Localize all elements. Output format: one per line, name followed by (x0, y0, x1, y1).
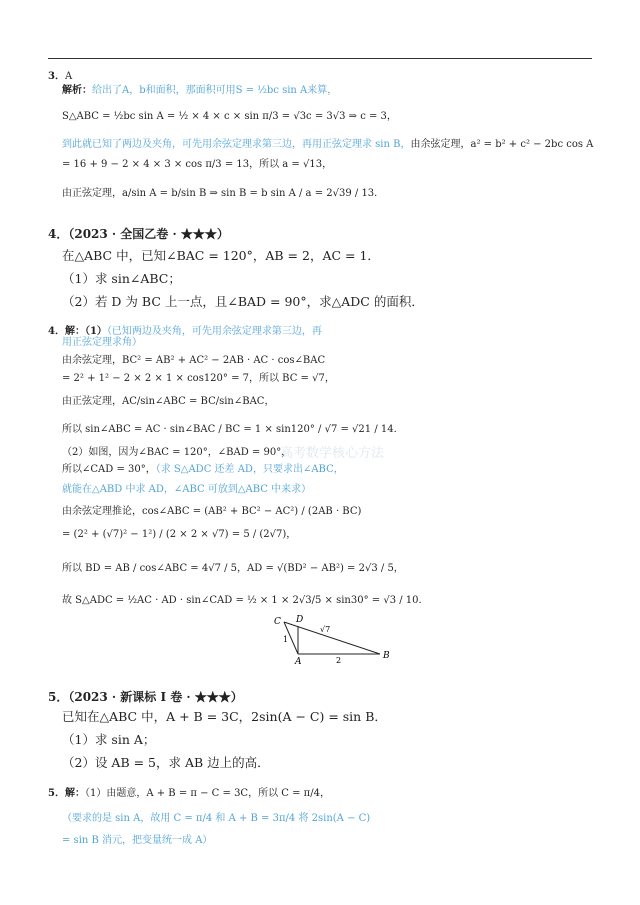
p3-hint-2: 到此就已知了两边及夹角，可先用余弦定理求第三边，再用正弦定理求 sin B， (62, 139, 411, 150)
p4-sol-line-3: 由余弦定理，BC² = AB² + AC² − 2AB · AC · cos∠BAC (62, 355, 326, 366)
top-rule (48, 58, 592, 59)
p3-analysis-label: 解析： (62, 85, 92, 96)
p3-line-5: 由正弦定理，a/sin A = b/sin B ⇒ sin B = b sin A / a = 2√39 / 13． (62, 188, 385, 199)
p3-line-3 (62, 138, 593, 152)
p3-line-2: S△ABC = ½bc sin A = ½ × 4 × c × sin π/3 = √3c = 3√3 ⇒ c = 3， (62, 111, 397, 122)
problem-5-header: 5．（2023 · 新课标 I 卷 · ★★★） (48, 690, 243, 704)
p4-sol-line-8 (62, 463, 344, 477)
p3-cosine-law: 由余弦定理，a² = b² + c² − 2bc cos A (410, 139, 594, 150)
triangle-figure (262, 610, 402, 666)
vertex-C: C (274, 617, 281, 627)
p3-line-4: = 16 + 9 − 2 × 4 × 3 × cos π/3 = 13，所以 a = √13， (62, 159, 333, 170)
p4-angle-cad: 所以∠CAD = 30°， (62, 464, 156, 475)
p4-question-part-2: （2）若 D 为 BC 上一点，且∠BAD = 90°，求△ADC 的面积． (62, 294, 424, 309)
p4-sol-line-6: 所以 sin∠ABC = AC · sin∠BAC / BC = 1 × sin120° / √7 = √21 / 14． (62, 424, 404, 435)
p4-hint-2b: 就能在△ABD 中求 AD，∠ABC 可放到△ABC 中来求） (62, 484, 312, 495)
p4-solution-label: 解：（1） (64, 326, 107, 337)
p3-hint: 给出了A，b和面积，那面积可用S = ½bc sin A来算， (92, 85, 338, 96)
problem-3-number (48, 67, 72, 82)
p5-question-line-1: 已知在△ABC 中，A + B = 3C，2sin(A − C) = sin B． (62, 709, 387, 724)
p5-solution-num: 5． (48, 788, 65, 799)
p5-hint-1b: = sin B 消元，把变量统一成 A） (62, 835, 213, 846)
p4-question-line-1: 在△ABC 中，已知∠BAC = 120°，AB = 2，AC = 1． (62, 248, 380, 263)
p5-solution-label: 解： (64, 788, 85, 799)
p4-sol-line-4: = 2² + 1² − 2 × 2 × 1 × cos120° = 7，所以 BC = √7， (62, 373, 335, 384)
problem-3-num: 3． (48, 71, 65, 82)
vertex-D: D (296, 615, 304, 625)
p4-hint-2: （求 S△ADC 还差 AD，只要求出∠ABC， (155, 464, 344, 475)
p4-sol-line-13: 故 S△ADC = ½AC · AD · sin∠CAD = ½ × 1 × 2√3/5 × sin30° = √3 / 10． (62, 595, 429, 606)
p4-sol-line-5: 由正弦定理，AC/sin∠ABC = BC/sin∠BAC， (62, 396, 275, 407)
p5-question-part-2: （2）设 AB = 5，求 AB 边上的高． (62, 755, 270, 770)
label-AC: 1 (283, 635, 289, 644)
label-CB: √7 (320, 625, 331, 634)
p4-question-part-1: （1）求 sin∠ABC； (62, 271, 181, 286)
p4-sol-line-12: 所以 BD = AB / cos∠ABC = 4√7 / 5，AD = √(BD² − AB²) = 2√3 / 5， (62, 563, 404, 574)
watermark: 高考数学核心方法 (280, 446, 385, 461)
p4-solution-num: 4． (48, 326, 65, 337)
problem-3-answer: A (64, 71, 73, 82)
problem-5-solution-start (48, 784, 330, 799)
p4-hint-1b: 用正弦定理求角） (62, 337, 142, 348)
label-AB: 2 (336, 656, 342, 665)
p5-hint-1: （要求的是 sin A，故用 C = π/4 和 A + B = 3π/4 将 2sin(A − C) (62, 813, 371, 824)
problem-4-solution-start (48, 322, 322, 337)
vertex-B: B (383, 651, 390, 661)
p3-line-1 (62, 84, 337, 98)
p5-sol-line-1: （1）由题意，A + B = π − C = 3C，所以 C = π/4， (84, 788, 330, 799)
problem-4-header: 4．（2023 · 全国乙卷 · ★★★） (48, 227, 229, 241)
p4-sol-line-11: = (2² + (√7)² − 1²) / (2 × 2 × √7) = 5 / (2√7)， (62, 529, 297, 540)
p4-sol-line-7: （2）如图，因为∠BAC = 120°，∠BAD = 90°， (62, 447, 292, 458)
p4-sol-line-10: 由余弦定理推论，cos∠ABC = (AB² + BC² − AC²) / (2AB · BC) (62, 506, 362, 517)
p4-hint-1: （已知两边及夹角，可先用余弦定理求第三边，再 (106, 326, 322, 337)
vertex-A: A (295, 657, 302, 666)
p5-question-part-1: （1）求 sin A； (62, 732, 156, 747)
